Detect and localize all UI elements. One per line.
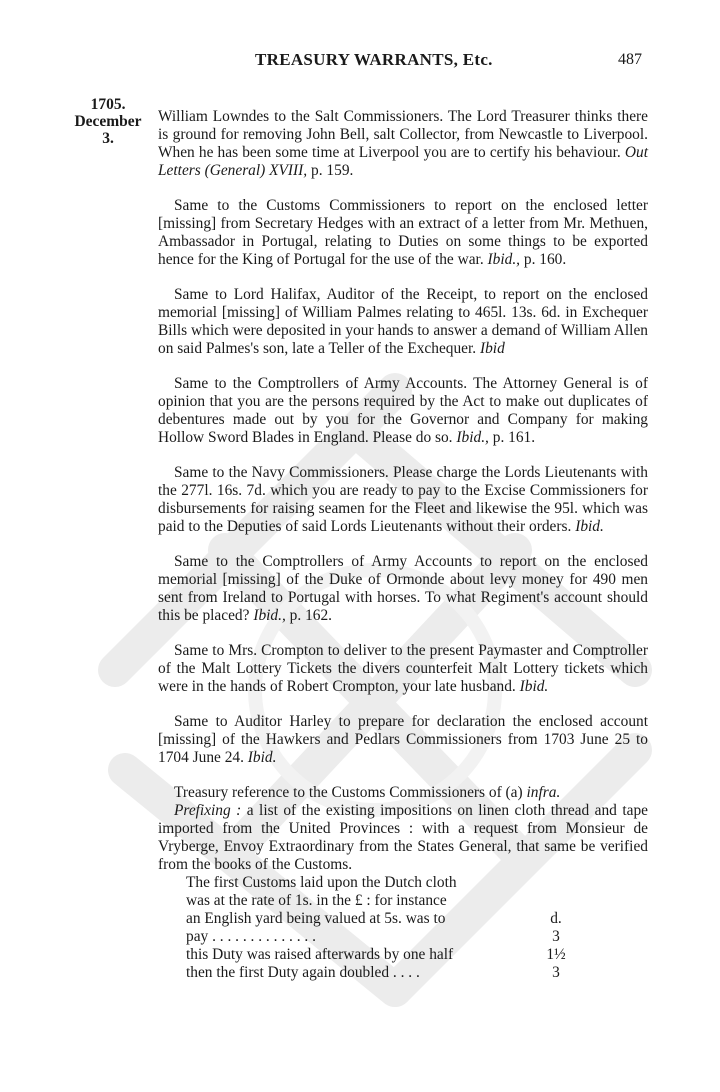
duty-table [186, 874, 591, 982]
running-title: TREASURY WARRANTS, Etc. [255, 50, 493, 69]
duty-amount [521, 892, 591, 910]
reference-line: Treasury reference to the Customs Commissioners of (a) infra. [174, 784, 561, 801]
duty-amount: 1½ [546, 946, 566, 963]
duty-text: then the first Duty again doubled . . . . [186, 964, 420, 981]
entry-paragraph: Same to Mrs. Crompton to deliver to the present Paymaster and Comptroller of the Malt Lottery Tickets the divers counterfeit Malt Lottery tickets which were in the hands of Robert Crompton, your late husband. Ibid. [158, 642, 648, 695]
margin-day: 3. [102, 130, 114, 147]
entry-paragraph: Same to the Customs Commissioners to report on the enclosed letter [missing] from Secretary Hedges with an extract of a letter from Mr. Methuen, Ambassador in Portugal, relating to Duties on some things to be exported hence for the King of Portugal for the use of the war. Ibid., p. 160. [158, 197, 648, 268]
entry-paragraph: Same to the Comptrollers of Army Accounts. The Attorney General is of opinion that you are the persons required by the Act to make out duplicates of debentures made out by you for the Governor and Company for making Hollow Sword Blades in England. Please do so. Ibid., p. 161. [158, 375, 648, 446]
entry-paragraph: Same to the Comptrollers of Army Accounts to report on the enclosed memorial [missing] of the Duke of Ormonde about levy money for 490 men sent from Ireland to Portugal with horses. To what Regiment's account should this be placed? Ibid., p. 162. [158, 553, 648, 624]
entry-paragraph: Same to the Navy Commissioners. Please charge the Lords Lieutenants with the 277l. 16s. 7d. which you are ready to pay to the Excise Commissioners for disbursements for raising seamen for the Fleet and likewise the 95l. which was paid to the Deputies of said Lords Lieutenants without their orders. Ibid. [158, 464, 648, 535]
page-body [158, 108, 648, 982]
duty-text: pay . . . . . . . . . . . . . . [186, 928, 316, 945]
duty-text: an English yard being valued at 5s. was to [186, 910, 446, 927]
page-header [0, 50, 720, 80]
table-row [186, 946, 591, 964]
duty-amount: 3 [552, 964, 560, 981]
duty-amount [521, 874, 591, 892]
margin-month: December [74, 113, 142, 130]
page-number: 487 [618, 51, 642, 68]
entry-paragraph: Same to Auditor Harley to prepare for declaration the enclosed account [missing] of the Hawkers and Pedlars Commissioners from 1703 June 25 to 1704 June 24. Ibid. [158, 713, 648, 766]
margin-year: 1705. [90, 96, 126, 113]
duty-text: The first Customs laid upon the Dutch cloth [186, 874, 457, 891]
table-row [186, 910, 591, 928]
duty-text: was at the rate of 1s. in the £ : for instance [186, 892, 447, 909]
entry-paragraph: Same to Lord Halifax, Auditor of the Receipt, to report on the enclosed memorial [missing] of William Palmes relating to 465l. 13s. 6d. in Exchequer Bills which were deposited in your hands to answer a demand of William Allen on said Palmes's son, late a Teller of the Exchequer. Ibid [158, 286, 648, 357]
duty-amount: d. [550, 910, 562, 927]
entry-paragraph: William Lowndes to the Salt Commissioners. The Lord Treasurer thinks there is ground for removing John Bell, salt Collector, from Newcastle to Liverpool. When he has been some time at Liverpool you are to certify his behaviour. Out Letters (General) XVIII, p. 159. [158, 108, 648, 179]
table-row [186, 928, 591, 946]
duty-amount: 3 [552, 928, 560, 945]
prefixing-paragraph: Prefixing : a list of the existing impositions on linen cloth thread and tape imported from the United Provinces : with a request from Monsieur de Vryberge, Envoy Extraordinary from the States General, that same be verified from the books of the Customs. [158, 802, 648, 873]
table-row [186, 892, 591, 910]
table-row [186, 874, 591, 892]
table-row [186, 964, 591, 982]
margin-date [68, 96, 148, 147]
duty-text: this Duty was raised afterwards by one half [186, 946, 454, 963]
